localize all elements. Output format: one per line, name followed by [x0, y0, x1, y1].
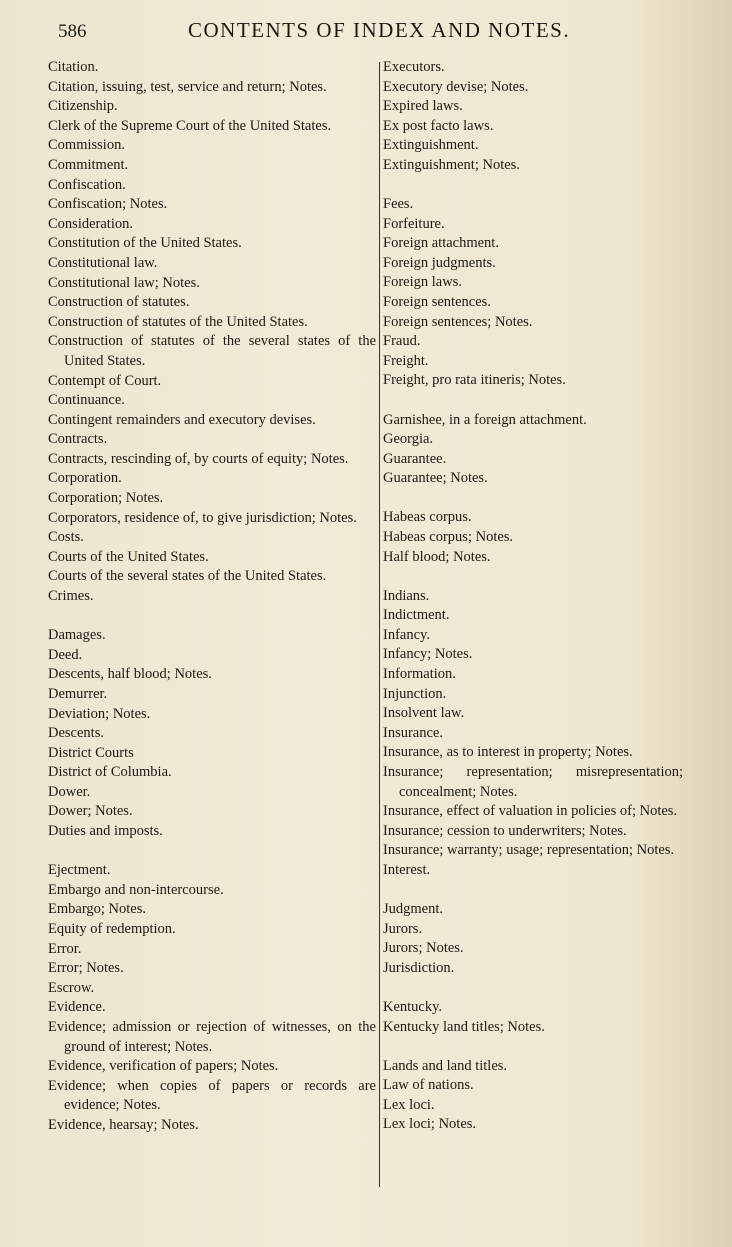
- index-entry: District of Columbia.: [48, 764, 172, 781]
- index-entry: Escrow.: [48, 979, 95, 996]
- index-entry: Executory devise; Notes.: [383, 78, 529, 95]
- column-divider: [379, 62, 380, 1187]
- index-entry: Confiscation.: [48, 176, 126, 193]
- index-entry: Contracts, rescinding of, by courts of equity; Notes.: [48, 450, 349, 467]
- index-entry: Courts of the several states of the United States.: [48, 568, 327, 585]
- index-entry: Dower; Notes.: [48, 803, 133, 820]
- index-entry: Jurisdiction.: [383, 959, 455, 976]
- index-entry: Citation.: [48, 59, 99, 75]
- index-entry: Interest.: [383, 861, 431, 878]
- index-entry: Crimes.: [48, 588, 94, 605]
- index-entry: Construction of statutes of the United States.: [48, 313, 308, 330]
- index-entry: Deed.: [48, 646, 83, 663]
- index-entry: Habeas corpus; Notes.: [383, 528, 514, 545]
- index-entry: Jurors; Notes.: [383, 940, 464, 957]
- index-entry: Descents, half blood; Notes.: [48, 666, 212, 683]
- index-entry: Garnishee, in a foreign attachment.: [383, 411, 587, 428]
- index-entry: Half blood; Notes.: [383, 548, 491, 565]
- index-letter-group: [383, 508, 683, 567]
- index-entry: Evidence; when copies of papers or records are evidence; Notes.: [48, 1077, 376, 1114]
- index-entry: Executors.: [383, 59, 445, 75]
- index-entry: Damages.: [48, 627, 106, 644]
- index-entry: Foreign laws.: [383, 274, 462, 291]
- index-entry: Constitutional law; Notes.: [48, 274, 200, 291]
- index-entry: Infancy.: [383, 626, 430, 643]
- index-entry: Fraud.: [383, 333, 421, 350]
- index-entry: Commission.: [48, 137, 125, 154]
- index-letter-group: [48, 861, 376, 1135]
- index-entry: Evidence; admission or rejection of witnesses, on the ground of interest; Notes.: [48, 1018, 376, 1055]
- index-entry: Foreign sentences.: [383, 294, 491, 311]
- index-entry: Costs.: [48, 529, 84, 546]
- index-entry: Contingent remainders and executory devises.: [48, 411, 316, 428]
- index-entry: Guarantee; Notes.: [383, 470, 488, 487]
- index-entry: Lands and land titles.: [383, 1057, 508, 1074]
- index-entry: Forfeiture.: [383, 215, 445, 232]
- index-entry: Extinguishment; Notes.: [383, 156, 520, 173]
- index-entry: Kentucky.: [383, 998, 443, 1015]
- index-entry: Guarantee.: [383, 450, 447, 467]
- index-entry: Continuance.: [48, 392, 125, 409]
- page-header: [58, 18, 672, 54]
- index-entry: Deviation; Notes.: [48, 705, 151, 722]
- index-entry: Citation, issuing, test, service and return; Notes.: [48, 78, 327, 95]
- index-entry: Construction of statutes of the several states of the United States.: [48, 333, 376, 369]
- index-entry: Insurance, as to interest in property; Notes.: [383, 744, 633, 761]
- index-entry: Duties and imposts.: [48, 823, 163, 840]
- index-entry: Dower.: [48, 783, 91, 800]
- index-entry: Insurance, effect of valuation in policies of; Notes.: [383, 803, 678, 820]
- index-entry: Kentucky land titles; Notes.: [383, 1018, 545, 1035]
- index-entry: Corporators, residence of, to give jurisdiction; Notes.: [48, 509, 357, 526]
- index-entry: Evidence, hearsay; Notes.: [48, 1116, 199, 1133]
- index-entry: Infancy; Notes.: [383, 646, 473, 663]
- page-number: 586: [58, 21, 87, 42]
- index-entry: Ex post facto laws.: [383, 117, 494, 134]
- index-entry: Extinguishment.: [383, 137, 479, 154]
- index-entry: Information.: [383, 666, 456, 683]
- index-entry: Indians.: [383, 587, 430, 604]
- index-entry: District Courts: [48, 744, 134, 761]
- index-entry: Corporation; Notes.: [48, 490, 164, 507]
- index-entry: Embargo; Notes.: [48, 901, 146, 918]
- index-entry: Ejectment.: [48, 862, 111, 879]
- index-entry: Embargo and non-intercourse.: [48, 881, 224, 898]
- index-entry: Descents.: [48, 725, 104, 742]
- index-letter-group: [48, 58, 376, 607]
- index-entry: Injunction.: [383, 685, 447, 702]
- index-entry: Foreign attachment.: [383, 235, 499, 252]
- index-entry: Freight.: [383, 352, 429, 369]
- index-entry: Contempt of Court.: [48, 372, 162, 389]
- index-entry: Confiscation; Notes.: [48, 196, 168, 213]
- index-letter-group: [383, 411, 683, 489]
- index-entry: Corporation.: [48, 470, 122, 487]
- index-letter-group: [383, 998, 683, 1037]
- index-entry: Insolvent law.: [383, 705, 465, 722]
- index-entry: Insurance; representation; misrepresentation; concealment; Notes.: [383, 764, 683, 800]
- index-entry: Constitution of the United States.: [48, 235, 242, 252]
- index-entry: Error.: [48, 940, 82, 957]
- index-entry: Lex loci; Notes.: [383, 1116, 477, 1133]
- index-column-left: [48, 58, 376, 1135]
- index-entry: Expired laws.: [383, 98, 463, 115]
- index-entry: Insurance.: [383, 724, 443, 741]
- index-letter-group: [383, 900, 683, 978]
- index-letter-group: [383, 195, 683, 391]
- index-entry: Equity of redemption.: [48, 920, 176, 937]
- index-entry: Demurrer.: [48, 685, 108, 702]
- index-entry: Construction of statutes.: [48, 294, 190, 311]
- index-entry: Commitment.: [48, 156, 129, 173]
- index-entry: Law of nations.: [383, 1077, 474, 1094]
- index-entry: Jurors.: [383, 920, 423, 937]
- index-column-right: [383, 58, 683, 1135]
- index-entry: Lex loci.: [383, 1096, 435, 1113]
- index-entry: Contracts.: [48, 431, 108, 448]
- index-entry: Foreign sentences; Notes.: [383, 313, 533, 330]
- index-entry: Evidence.: [48, 999, 106, 1016]
- index-entry: Georgia.: [383, 431, 434, 448]
- index-entry: Insurance; warranty; usage; representation; Notes.: [383, 842, 675, 859]
- index-entry: Freight, pro rata itineris; Notes.: [383, 372, 566, 389]
- index-entry: Consideration.: [48, 215, 133, 232]
- index-entry: Error; Notes.: [48, 960, 124, 977]
- index-letter-group: [48, 626, 376, 842]
- index-entry: Clerk of the Supreme Court of the United States.: [48, 117, 332, 134]
- index-entry: Insurance; cession to underwriters; Notes.: [383, 822, 627, 839]
- index-entry: Foreign judgments.: [383, 254, 496, 271]
- index-letter-group: [383, 58, 683, 176]
- index-entry: Indictment.: [383, 607, 450, 624]
- index-letter-group: [383, 587, 683, 881]
- index-entry: Citizenship.: [48, 98, 118, 115]
- index-entry: Judgment.: [383, 901, 444, 918]
- index-entry: Evidence, verification of papers; Notes.: [48, 1058, 279, 1075]
- index-entry: Courts of the United States.: [48, 548, 209, 565]
- index-entry: Fees.: [383, 196, 414, 213]
- index-letter-group: [383, 1057, 683, 1135]
- running-title: CONTENTS OF INDEX AND NOTES.: [188, 18, 571, 42]
- index-entry: Constitutional law.: [48, 254, 158, 271]
- index-entry: Habeas corpus.: [383, 509, 472, 526]
